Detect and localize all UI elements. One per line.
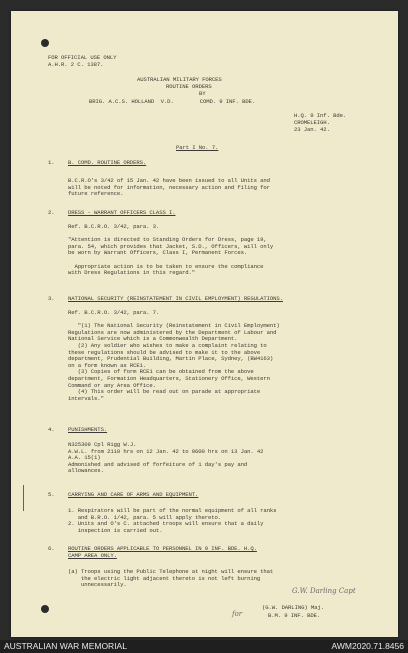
handwritten-signature: G.W. Darling Capt [292, 587, 356, 595]
order-date: 23 Jan. 42. [294, 126, 330, 133]
section-body: Ref. B.C.R.O. 3/42, para. 3. "Attention is directed to Standing Orders for Dress, page 19, para. 54, which provides that Jacket, S.D., Officers, will only be worn by Warrant Officers, Class I, Permanent Forces. Appropriate action is to be taken to ensure the compliance with Dress Regulations in this regard." [68, 223, 274, 277]
section-heading: B. COMD. ROUTINE ORDERS. [68, 159, 147, 166]
section-body: (a) Troops using the Public Telephone at night will ensure that the electric light adjacent thereto is not left burning unnecessarily. [68, 568, 274, 589]
section-heading: DRESS - WARRANT OFFICERS CLASS I. [68, 209, 176, 216]
orders-title: ROUTINE ORDERS [166, 83, 212, 90]
archive-id: AWM2020.71.8456 [331, 641, 404, 651]
punch-hole-top [41, 39, 49, 47]
section-number: 5. [48, 491, 55, 498]
margin-mark [23, 485, 24, 511]
section-body: 1. Respirators will be part of the normal equipment of all ranks and B.R.O. 1/42, para. 5 will apply thereto. 2. Units and O's C. attached troops will ensure that a daily inspection is carried out. [68, 507, 277, 534]
punch-hole-bottom [41, 605, 49, 613]
section-number: 1. [48, 159, 55, 166]
hq-address: H.Q. 9 Inf. Bde. [294, 112, 347, 119]
section-heading: NATIONAL SECURITY (REINSTATEMENT IN CIVIL EMPLOYMENT) REGULATIONS. [68, 295, 283, 302]
section-heading: CARRYING AND CARE OF ARMS AND EQUIPMENT. [68, 491, 199, 498]
ahr-reference: A.H.R. 2 C. 1387. [48, 61, 104, 68]
organisation-heading: AUSTRALIAN MILITARY FORCES [137, 76, 222, 83]
hq-place: CROMELEIGH. [294, 119, 330, 126]
commander-line: BRIG. A.C.S. HOLLAND V.D. COMD. 9 INF. BDE. [89, 98, 256, 105]
section-body: B.C.R.O's 3/42 of 15 Jan. 42 have been issued to all Units and will be noted for information, necessary action and filing for future reference. [68, 177, 270, 198]
initials-mark: for [232, 610, 243, 618]
archive-footer [0, 640, 408, 653]
section-number: 6. [48, 545, 55, 552]
section-number: 4. [48, 426, 55, 433]
section-body: Ref. B.C.R.O. 3/42, para. 7. "(1) The National Security (Reinstatement in Civil Employment) Regulations are now administered by the Department of Labour and National Service which is a Commonwealth Department. (2) Any soldier who wishes to make a complaint relating to these regulations should be advised to make it to the above department, Prudential Building, Martin Place, Sydney, (BW4163) on a form known as RCE1. (3) Copies of form RCE1 can be obtained from the above department, Formation Headquarters, Stationery Office, Western Command or any Area Office. (4) This order will be read out on parade at appropriate intervals." [68, 309, 280, 402]
section-body: N325309 Cpl Rigg W.J. A.W.L. from 2110 hrs on 12 Jan. 42 to 0600 hrs on 13 Jan. 42 A.A. 15(1) Admonished and advised of forfeiture of 1 day's pay and allowances. [68, 441, 264, 475]
section-heading: PUNISHMENTS. [68, 426, 108, 433]
section-number: 2. [48, 209, 55, 216]
signatory-name: (G.W. DARLING) Maj. [262, 604, 324, 611]
official-use-line: FOR OFFICIAL USE ONLY [48, 54, 117, 61]
part-number: Part I No. 7. [176, 144, 219, 151]
signatory-role: B.M. 9 INF. BDE. [268, 612, 321, 619]
section-heading: ROUTINE ORDERS APPLICABLE TO PERSONNEL IN 9 INF. BDE. H.Q. CAMP AREA ONLY. [68, 545, 257, 559]
archive-name: AUSTRALIAN WAR MEMORIAL [4, 641, 127, 651]
section-number: 3. [48, 295, 55, 302]
orders-by: BY [199, 90, 206, 97]
